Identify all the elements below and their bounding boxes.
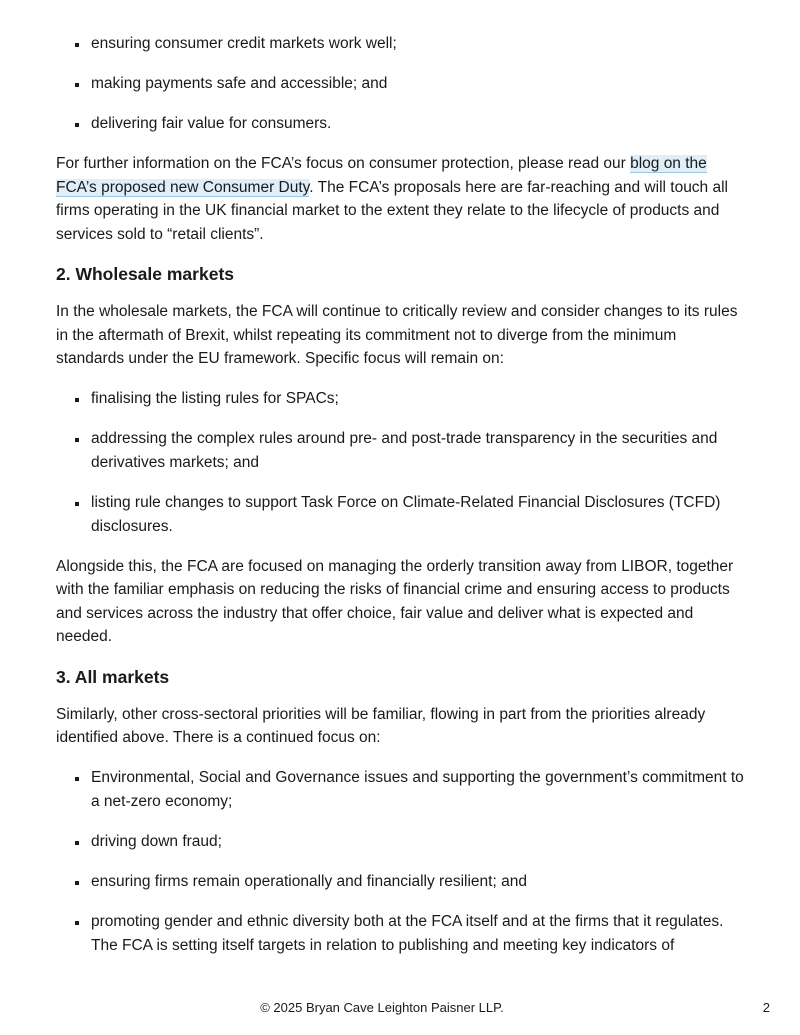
list-item: finalising the listing rules for SPACs;	[56, 387, 744, 411]
list-item: making payments safe and accessible; and	[56, 72, 744, 96]
page-number: 2	[762, 1000, 770, 1015]
all-markets-heading: 3. All markets	[56, 666, 170, 687]
bullet-marker	[75, 841, 79, 845]
bullet-marker	[75, 43, 79, 47]
list-item: listing rule changes to support Task Force on Climate-Related Financial Disclosures (TCFD) disclosures.	[56, 491, 744, 539]
wholesale-list	[56, 387, 744, 539]
all-markets-intro-paragraph: Similarly, other cross-sectoral priorities will be familiar, flowing in part from the priorities already identified above. There is a continued focus on:	[56, 705, 706, 746]
list-item: ensuring firms remain operationally and financially resilient; and	[56, 870, 744, 894]
list-item: delivering fair value for consumers.	[56, 112, 744, 136]
consumer-protection-paragraph: For further information on the FCA’s focus on consumer protection, please read our blog on the FCA’s proposed new Consumer Duty. The FCA’s proposals here are far-reaching and will touch all firms operating in the UK financial market to the extent they relate to the lifecycle of products and services sold to “retail clients”.	[56, 155, 728, 243]
list-item: addressing the complex rules around pre- and post-trade transparency in the securities and derivatives markets; and	[56, 427, 744, 475]
list-item: driving down fraud;	[56, 830, 744, 854]
consumer-list	[56, 32, 744, 136]
bullet-marker	[75, 881, 79, 885]
consumer-duty-blog-link[interactable]: blog on the FCA’s proposed new Consumer Duty	[56, 155, 707, 196]
bullet-marker	[75, 438, 79, 442]
bullet-marker	[75, 921, 79, 925]
bullet-marker	[75, 123, 79, 127]
libor-paragraph: Alongside this, the FCA are focused on managing the orderly transition away from LIBOR, together with the familiar emphasis on reducing the risks of financial crime and ensuring access to products and services across the industry that offer choice, fair value and deliver what is expected and needed.	[56, 557, 734, 645]
bullet-marker	[75, 398, 79, 402]
bullet-marker	[75, 502, 79, 506]
list-item: promoting gender and ethnic diversity both at the FCA itself and at the firms that it regulates. The FCA is setting itself targets in relation to publishing and meeting key indicators of	[56, 910, 744, 958]
all-markets-list	[56, 766, 744, 958]
bullet-marker	[75, 777, 79, 781]
list-item: ensuring consumer credit markets work well;	[56, 32, 744, 56]
bullet-marker	[75, 83, 79, 87]
list-item: Environmental, Social and Governance issues and supporting the government’s commitment to a net-zero economy;	[56, 766, 744, 814]
wholesale-markets-heading: 2. Wholesale markets	[56, 264, 234, 284]
wholesale-intro-paragraph: In the wholesale markets, the FCA will continue to critically review and consider changes to its rules in the aftermath of Brexit, whilst repeating its commitment not to diverge from the minimum standards under the EU framework. Specific focus will remain on:	[56, 303, 738, 367]
footer-copyright: © 2025 Bryan Cave Leighton Paisner LLP.	[260, 1000, 504, 1015]
document-body	[56, 32, 744, 974]
